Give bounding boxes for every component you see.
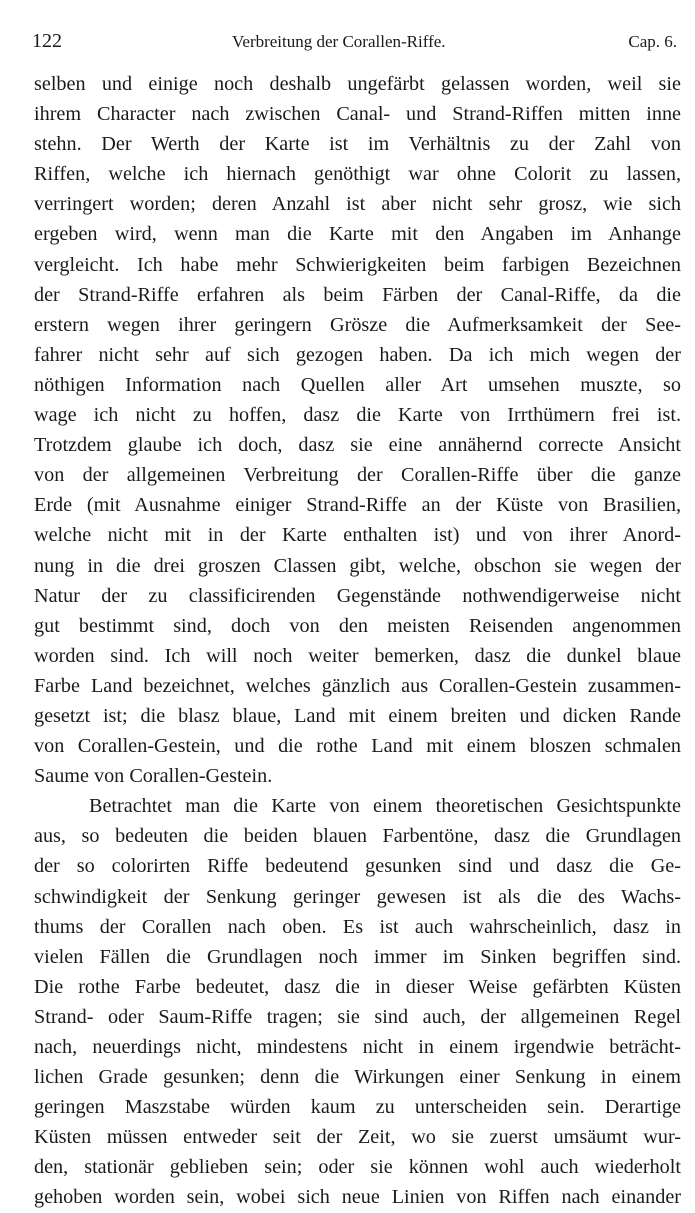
text-line: vielen Fällen die Grundlagen noch immer im Sinken begriffen sind. — [34, 945, 681, 968]
text-line: Erde (mit Ausnahme einiger Strand-Riffe an der Küste von Brasilien, — [34, 494, 681, 517]
text-line: wage ich nicht zu hoffen, dasz die Karte von Irrthümern frei ist. — [34, 404, 681, 427]
text-line: aus, so bedeuten die beiden blauen Farbentöne, dasz die Grundlagen — [34, 825, 681, 848]
text-line: geringen Maszstabe würden kaum zu unterscheiden sein. Derartige — [34, 1096, 681, 1119]
text-line: verringert worden; deren Anzahl ist aber nicht sehr grosz, wie sich — [34, 193, 681, 216]
running-header — [34, 30, 681, 54]
body-text — [34, 69, 681, 1213]
text-line: Farbe Land bezeichnet, welches gänzlich aus Corallen-Gestein zusammen- — [34, 674, 681, 697]
text-line: von Corallen-Gestein, und die rothe Land mit einem bloszen schmalen — [34, 735, 681, 758]
text-line: thums der Corallen nach oben. Es ist auch wahrscheinlich, dasz in — [34, 915, 681, 938]
book-page — [34, 30, 681, 1213]
text-line: Trotzdem glaube ich doch, dasz sie eine annähernd correcte Ansicht — [34, 434, 681, 457]
text-line: worden sind. Ich will noch weiter bemerken, dasz die dunkel blaue — [34, 644, 681, 667]
text-line: Strand- oder Saum-Riffe tragen; sie sind auch, der allgemeinen Regel — [34, 1005, 681, 1028]
text-line: schwindigkeit der Senkung geringer gewesen ist als die des Wachs- — [34, 885, 681, 908]
text-line: fahrer nicht sehr auf sich gezogen haben. Da ich mich wegen der — [34, 343, 681, 366]
text-line: gesetzt ist; die blasz blaue, Land mit einem breiten und dicken Rande — [34, 704, 681, 727]
text-line: nöthigen Information nach Quellen aller Art umsehen muszte, so — [34, 373, 681, 396]
paragraph-2 — [34, 791, 681, 1212]
text-line: Betrachtet man die Karte von einem theoretischen Gesichtspunkte — [89, 795, 681, 818]
text-line: gehoben worden sein, wobei sich neue Linien von Riffen nach einander — [34, 1186, 681, 1209]
text-line: den, stationär geblieben sein; oder sie können wohl auch wiederholt — [34, 1156, 681, 1179]
page-number: 122 — [32, 30, 62, 52]
text-line: gut bestimmt sind, doch von den meisten Reisenden angenommen — [34, 614, 681, 637]
text-line: ergeben wird, wenn man die Karte mit den Angaben im Anhange — [34, 223, 681, 246]
text-line: der so colorirten Riffe bedeutend gesunken sind und dasz die Ge- — [34, 855, 681, 878]
text-line: Die rothe Farbe bedeutet, dasz die in dieser Weise gefärbten Küsten — [34, 975, 681, 998]
text-line: von der allgemeinen Verbreitung der Corallen-Riffe über die ganze — [34, 464, 681, 487]
text-line: nung in die drei groszen Classen gibt, welche, obschon sie wegen der — [34, 554, 681, 577]
chapter-label: Cap. 6. — [628, 32, 677, 51]
text-line: welche nicht mit in der Karte enthalten ist) und von ihrer Anord- — [34, 524, 681, 547]
text-line: Riffen, welche ich hiernach genöthigt war ohne Colorit zu lassen, — [34, 163, 681, 186]
text-line: erstern wegen ihrer geringern Grösze die Aufmerksamkeit der See- — [34, 313, 681, 336]
text-line: Saume von Corallen-Gestein. — [34, 765, 273, 788]
paragraph-1 — [34, 69, 681, 791]
text-line: vergleicht. Ich habe mehr Schwierigkeiten beim farbigen Bezeichnen — [34, 253, 681, 276]
text-line: stehn. Der Werth der Karte ist im Verhältnis zu der Zahl von — [34, 133, 681, 156]
text-line: ihrem Character nach zwischen Canal- und Strand-Riffen mitten inne — [34, 103, 681, 126]
text-line: Küsten müssen entweder seit der Zeit, wo sie zuerst umsäumt wur- — [34, 1126, 681, 1149]
text-line: lichen Grade gesunken; denn die Wirkungen einer Senkung in einem — [34, 1066, 681, 1089]
text-line: nach, neuerdings nicht, mindestens nicht in einem irgendwie beträcht- — [34, 1036, 681, 1058]
text-line: Natur der zu classificirenden Gegenstände nothwendigerweise nicht — [34, 584, 681, 607]
text-line: der Strand-Riffe erfahren als beim Färben der Canal-Riffe, da die — [34, 283, 681, 306]
text-line: selben und einige noch deshalb ungefärbt gelassen worden, weil sie — [34, 73, 681, 95]
running-title: Verbreitung der Corallen-Riffe. — [232, 32, 446, 51]
